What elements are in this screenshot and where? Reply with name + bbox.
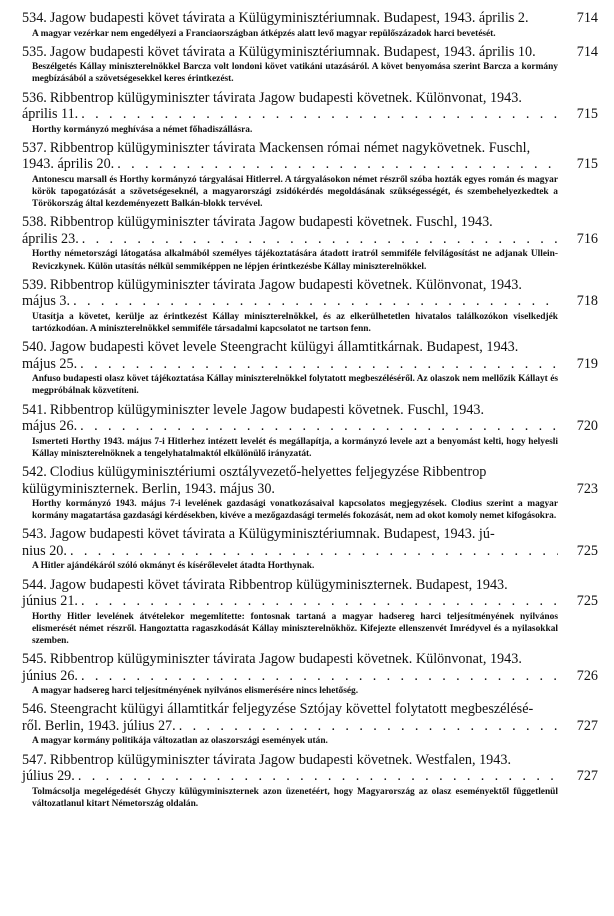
entry-title: Jagow budapesti követ távirata a Külügyminisztériumnak. Budapest, 1943. jú-: [49, 526, 495, 543]
entry-title: Jagow budapesti követ levele Steengracht külügyi államtitkárnak. Budapest, 1943.: [49, 339, 519, 356]
entry-title: Ribbentrop külügyminiszter távirata Jagow budapesti követnek. Különvonat, 1943.: [49, 89, 522, 106]
entry-title: Ribbentrop külügyminiszter távirata Mackensen római német nagykövetnek. Fuschl,: [49, 139, 531, 156]
entry-heading: [22, 140, 598, 173]
entry-dot-leader-line: [22, 593, 558, 610]
entry-dot-leader-line: [22, 543, 558, 560]
toc-entry: [22, 214, 598, 272]
dot-leader: [80, 418, 558, 435]
entry-number: 534.: [22, 10, 47, 26]
entry-date: július 29.: [22, 768, 75, 785]
toc-entry: [22, 140, 598, 211]
entry-heading: [22, 339, 598, 372]
entry-number: 545.: [22, 651, 47, 668]
entry-summary: Horthy németországi látogatása alkalmából személyes tájékoztatására átadott iratról semmiféle felvilágosítást ne adjanak Ullein-Reviczkynek. Külön utasítás nélkül semmiképpen ne lépjen érintkezésbe Kállay miniszterelnökkel.: [32, 249, 558, 272]
entry-number: 543.: [22, 526, 47, 543]
entry-page-number: 725: [576, 542, 598, 559]
entry-number: 537.: [22, 139, 47, 156]
entry-page-number: 719: [576, 355, 598, 372]
entry-title: Ribbentrop külügyminiszter távirata Jagow budapesti követnek. Különvonat, 1943.: [49, 651, 522, 668]
entry-page-number: 723: [576, 480, 598, 497]
toc-entry: [22, 44, 598, 86]
entry-date: nius 20.: [22, 542, 67, 559]
entry-title: Jagow budapesti követ távirata a Külügyminisztériumnak. Budapest, 1943. április 2.: [49, 10, 529, 26]
entry-date: június 26.: [22, 667, 78, 684]
entry-heading: [22, 464, 598, 497]
entry-heading: [22, 651, 598, 684]
entry-dot-leader-line: [22, 356, 558, 373]
entry-heading: [22, 577, 598, 610]
entry-summary: A magyar vezérkar nem engedélyezi a Franciaországban átképzés alatt levő magyar repülőszázadok harci bevetését.: [32, 28, 496, 39]
entry-summary: Utasítja a követet, kerülje az érintkezést Kállay miniszterelnökkel, és az elkerülhetetlen hivatalos találkozókon viselkedjék tartózkodóan. A miniszterelnökkel semmiféle társadalmi kapcsolatot ne tartson fenn.: [32, 311, 558, 335]
entry-title: Clodius külügyminisztériumi osztályvezető-helyettes feljegyzése Ribbentrop külügyminiszternek. Berlin, 1943. május 30.: [22, 464, 487, 497]
entry-number: 541.: [22, 401, 47, 418]
entry-title: Ribbentrop külügyminiszter távirata Jagow budapesti követnek. Westfalen, 1943.: [49, 751, 511, 768]
entry-page-number: 715: [576, 156, 598, 173]
dot-leader: [179, 718, 558, 735]
entry-number: 542.: [22, 464, 47, 481]
entry-heading: [22, 10, 598, 27]
entry-title: Jagow budapesti követ távirata a Külügyminisztériumnak. Budapest, 1943. április 10.: [49, 43, 536, 60]
entry-dot-leader-line: [22, 231, 558, 248]
entry-dot-leader-line: [22, 293, 558, 310]
entry-summary: A magyar kormány politikája változatlan az olaszországi események után.: [32, 736, 328, 747]
entry-page-number: 726: [576, 667, 598, 684]
dot-leader: [80, 356, 558, 373]
entry-date: május 25.: [22, 355, 78, 372]
entry-date: április 23.: [22, 230, 79, 247]
entry-date: ről. Berlin, 1943. július 27.: [22, 717, 176, 734]
entry-dot-leader-line: [22, 418, 558, 435]
toc-entry: [22, 526, 598, 572]
entry-title: Ribbentrop külügyminiszter távirata Jagow budapesti követnek. Fuschl, 1943.: [49, 214, 493, 231]
entry-title: Ribbentrop külügyminiszter távirata Jagow budapesti követnek. Különvonat, 1943.: [49, 276, 522, 293]
entry-summary: Beszélgetés Kállay miniszterelnökkel Barcza volt londoni követ vatikáni utazásáról. A követ benyomása szerint Barcza a kormány megbízásából a szövetségesekkel keres érintkezést.: [32, 62, 558, 85]
entry-heading: [22, 402, 598, 435]
entry-number: 535.: [22, 43, 47, 60]
entry-summary: A Hitler ajándékáról szóló okmányt és kísérőlevelet átadta Horthynak.: [32, 561, 315, 572]
entry-page-number: 714: [576, 10, 598, 26]
entry-date: június 21.: [22, 593, 78, 610]
entry-heading: [22, 90, 598, 123]
entry-page-number: 715: [576, 106, 598, 123]
dot-leader: [70, 543, 558, 560]
dot-leader: [78, 768, 558, 785]
entry-page-number: 714: [576, 43, 598, 60]
entry-number: 538.: [22, 214, 47, 231]
entry-summary: A magyar hadsereg harci teljesítményének nyilvános elismerésére nincs lehetőség.: [32, 686, 359, 697]
toc-entry-list: [22, 10, 598, 810]
toc-entry: [22, 752, 598, 810]
entry-page-number: 727: [576, 717, 598, 734]
toc-entry: [22, 701, 598, 747]
entry-date: április 11.: [22, 106, 79, 123]
entry-title: Steengracht külügyi államtitkár feljegyzése Sztójay követtel folytatott megbeszélésé-: [49, 701, 534, 718]
entry-number: 539.: [22, 276, 47, 293]
entry-dot-leader-line: [22, 106, 558, 123]
entry-heading: [22, 214, 598, 247]
entry-date: 1943. április 20.: [22, 156, 115, 173]
entry-summary: Horthy kormányzó meghívása a német főhadiszállásra.: [32, 124, 253, 135]
entry-page-number: 718: [576, 293, 598, 310]
entry-summary: Antonescu marsall és Horthy kormányzó tárgyalásai Hitlerrel. A tárgyalásokon német részről szóba hozták egyes román és magyar körök tapogatózását a szövetségeseknél, a magyarországi zsidókérdés megoldásának szükségességét, és szembehelyezkedtek a Törökország által kezdeményezett Balkán-blokk tervével.: [32, 174, 558, 210]
toc-entry: [22, 402, 598, 460]
entry-title: Ribbentrop külügyminiszter levele Jagow budapesti követnek. Fuschl, 1943.: [49, 401, 485, 418]
entry-dot-leader-line: [22, 156, 558, 173]
dot-leader: [82, 231, 558, 248]
dot-leader: [81, 106, 558, 123]
entry-date: május 3.: [22, 293, 71, 310]
entry-heading: [22, 277, 598, 310]
toc-entry: [22, 577, 598, 648]
entry-heading: [22, 752, 598, 785]
dot-leader: [81, 668, 558, 685]
toc-entry: [22, 90, 598, 136]
entry-summary: Horthy Hitler levelének átvételekor megemlítette: fontosnak tartaná a magyar hadsereg harci teljesítményének nyilvános elismerését német részről. Hangoztatta ragaszkodását Kállay miniszterelnökhöz. Kifejezte ellenszenvét Imrédyvel és a nyilasokkal szemben.: [32, 611, 558, 647]
toc-entry: [22, 651, 598, 697]
dot-leader: [117, 156, 558, 173]
entry-summary: Anfuso budapesti olasz követ tájékoztatása Kállay miniszterelnökkel folytatott megbeszéléséről. Az olaszok nem mellőzik Kállayt és megpróbálnak közvetíteni.: [32, 374, 558, 397]
entry-number: 547.: [22, 751, 47, 768]
entry-heading: [22, 701, 598, 734]
entry-number: 540.: [22, 339, 47, 356]
entry-dot-leader-line: [22, 768, 558, 785]
entry-page-number: 725: [576, 593, 598, 610]
toc-entry: [22, 464, 598, 522]
dot-leader: [73, 293, 558, 310]
toc-entry: [22, 277, 598, 335]
toc-entry: [22, 339, 598, 397]
toc-entry: [22, 10, 598, 40]
entry-number: 546.: [22, 701, 47, 718]
entry-heading: [22, 526, 598, 559]
entry-page-number: 720: [576, 418, 598, 435]
entry-dot-leader-line: [22, 718, 558, 735]
entry-dot-leader-line: [22, 668, 558, 685]
entry-summary: Horthy kormányzó 1943. május 7-i levelének gazdasági vonatkozásaival kapcsolatos megjegyzések. Clodius szerint a magyar kormány magatartása gazdasági kérdésekben, kivéve a mezőgazdasági termelés fokozását, nem ad okot komoly nemet kifogásokra.: [32, 499, 558, 522]
entry-date: május 26.: [22, 418, 78, 435]
entry-number: 544.: [22, 576, 47, 593]
entry-heading: [22, 44, 598, 61]
entry-page-number: 727: [576, 768, 598, 785]
entry-page-number: 716: [576, 230, 598, 247]
entry-number: 536.: [22, 89, 47, 106]
entry-title: Jagow budapesti követ távirata Ribbentrop külügyminiszternek. Budapest, 1943.: [49, 576, 508, 593]
entry-summary: Ismerteti Horthy 1943. május 7-i Hitlerhez intézett levelét és megállapítja, a kormányzó levele azt a benyomást kelti, hogy helyesli Kállay miniszterelnöknek a tengelyhatalmaktól elkülönülő irányzatát.: [32, 436, 558, 459]
dot-leader: [81, 593, 558, 610]
entry-summary: Tolmácsolja megelégedését Ghyczy külügyminiszternek azon üzenetéért, hogy Magyarország az olasz eseményektől függetlenül változatlanul kitart Németország oldalán.: [32, 786, 558, 809]
